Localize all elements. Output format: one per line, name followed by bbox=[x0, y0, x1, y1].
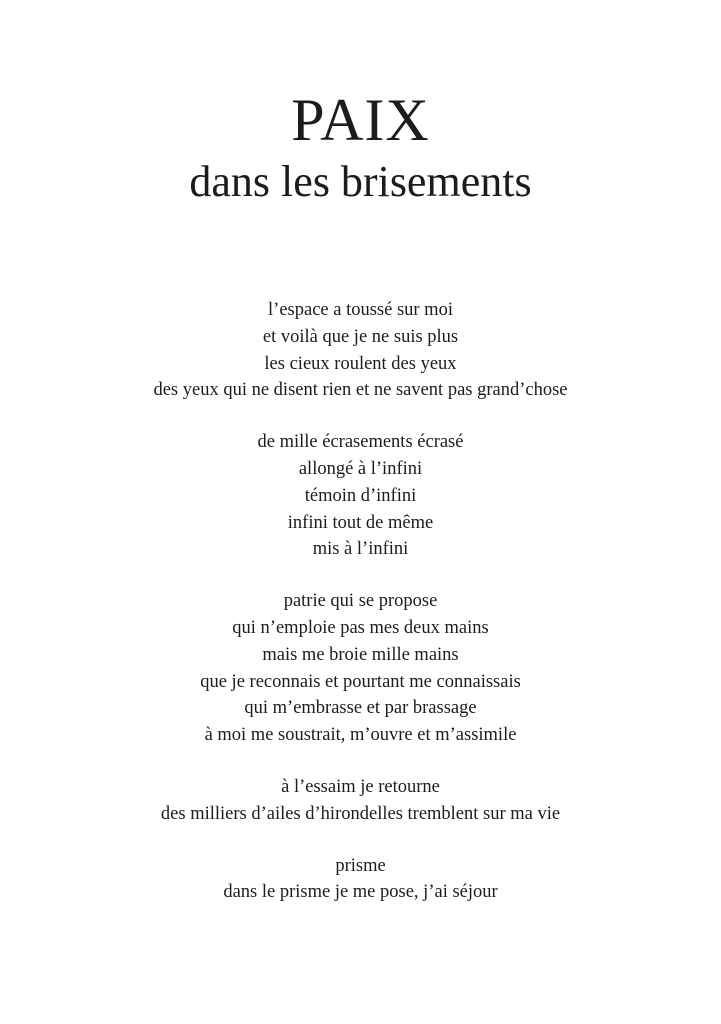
stanza-5 bbox=[0, 853, 721, 907]
poem-line: témoin d’infini bbox=[304, 485, 417, 506]
stanza-3 bbox=[0, 588, 721, 749]
poem-line: prisme bbox=[335, 855, 386, 876]
poem-line: à moi me soustrait, m’ouvre et m’assimile bbox=[204, 725, 517, 746]
poem-line: de mille écrasements écrasé bbox=[257, 432, 464, 453]
poem-line: infini tout de même bbox=[287, 512, 434, 533]
poem-line: des yeux qui ne disent rien et ne savent pas grand’chose bbox=[153, 380, 568, 401]
poem-line: des milliers d’ailes d’hirondelles tremblent sur ma vie bbox=[160, 803, 561, 824]
stanza-2 bbox=[0, 429, 721, 563]
poem-line: qui m’embrasse et par brassage bbox=[244, 698, 477, 719]
poem-title: PAIX bbox=[291, 87, 430, 153]
poem-line: mais me broie mille mains bbox=[262, 644, 459, 665]
stanza-4 bbox=[0, 774, 721, 828]
poem-line: mis à l’infini bbox=[312, 539, 409, 560]
poem-line: qui n’emploie pas mes deux mains bbox=[232, 617, 489, 638]
poem-line: que je reconnais et pourtant me connaissais bbox=[200, 671, 521, 692]
poem-line: allongé à l’infini bbox=[298, 458, 423, 479]
poem-line: à l’essaim je retourne bbox=[281, 776, 440, 797]
poem-line: patrie qui se propose bbox=[283, 591, 438, 612]
poem-subtitle: dans les brisements bbox=[189, 157, 532, 206]
poem-body bbox=[0, 297, 721, 931]
poem-line: l’espace a toussé sur moi bbox=[268, 300, 453, 320]
poem-line: les cieux roulent des yeux bbox=[264, 353, 457, 374]
poem-line: dans le prisme je me pose, j’ai séjour bbox=[223, 882, 498, 903]
poem-line: et voilà que je ne suis plus bbox=[262, 326, 459, 347]
stanza-1 bbox=[0, 297, 721, 404]
